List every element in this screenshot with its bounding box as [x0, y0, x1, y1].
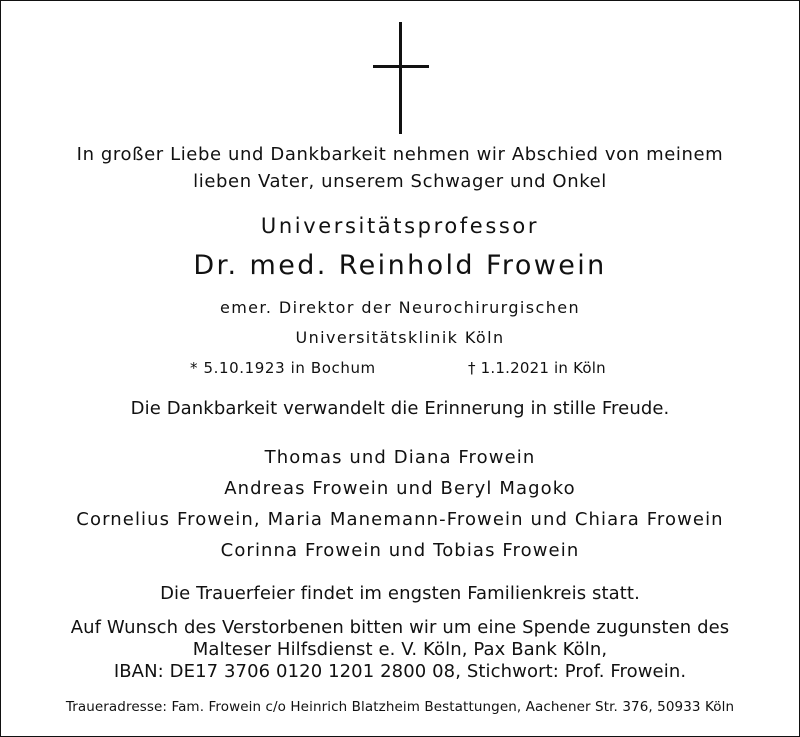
- donation-line-1: Auf Wunsch des Verstorbenen bitten wir um eine Spende zugunsten des: [70, 617, 730, 638]
- birth-date: * 5.10.1923 in Bochum: [190, 359, 376, 377]
- mourner-line: Andreas Frowein und Beryl Magoko: [224, 478, 576, 499]
- life-dates: [0, 359, 800, 377]
- deceased-name: Dr. med. Reinhold Frowein: [193, 250, 607, 281]
- cross-icon: [373, 22, 429, 134]
- academic-title: Universitätsprofessor: [260, 214, 540, 238]
- donation-line-2: Malteser Hilfsdienst e. V. Köln, Pax Bank Köln,: [192, 639, 608, 660]
- intro-line-1: In großer Liebe und Dankbarkeit nehmen wir Abschied von meinem: [76, 144, 724, 165]
- funeral-note: Die Trauerfeier findet im engsten Familienkreis statt.: [160, 583, 640, 604]
- mourner-line: Cornelius Frowein, Maria Manemann-Frowein und Chiara Frowein: [76, 509, 724, 530]
- position-line-2: Universitätsklinik Köln: [295, 328, 505, 347]
- quote: Die Dankbarkeit verwandelt die Erinnerung in stille Freude.: [130, 398, 670, 419]
- position-line-1: emer. Direktor der Neurochirurgischen: [219, 298, 581, 317]
- mourner-line: Corinna Frowein und Tobias Frowein: [220, 540, 580, 561]
- death-date: † 1.1.2021 in Köln: [468, 359, 606, 377]
- mourning-address: Traueradresse: Fam. Frowein c/o Heinrich Blatzheim Bestattungen, Aachener Str. 376, 50933 Köln: [65, 699, 735, 715]
- cross-horizontal-bar: [373, 65, 429, 68]
- intro-line-2: lieben Vater, unserem Schwager und Onkel: [193, 171, 607, 192]
- cross-vertical-bar: [399, 22, 402, 134]
- donation-line-3: IBAN: DE17 3706 0120 1201 2800 08, Stichwort: Prof. Frowein.: [113, 661, 687, 682]
- mourner-line: Thomas und Diana Frowein: [264, 447, 536, 468]
